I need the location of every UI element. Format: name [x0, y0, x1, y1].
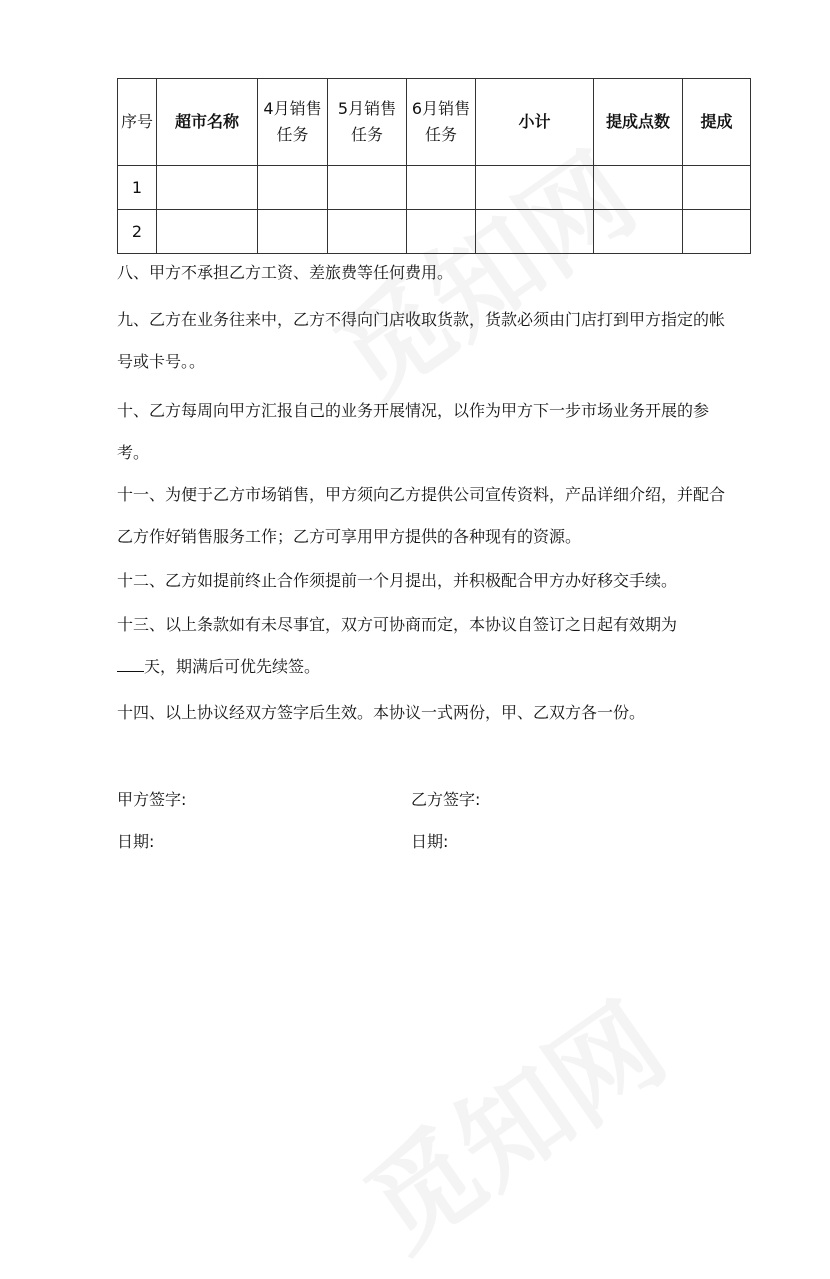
clause-13 — [117, 604, 737, 688]
header-cell: 提成 — [683, 79, 751, 166]
clause-13-text-end: 天，期满后可优先续签。 — [144, 657, 321, 676]
validity-days-blank — [117, 655, 144, 672]
table-cell — [594, 210, 683, 254]
table-cell — [683, 166, 751, 210]
party-a-date-label: 日期: — [117, 832, 155, 851]
table-row — [118, 166, 751, 210]
table-row — [118, 210, 751, 254]
table-cell: 2 — [118, 210, 157, 254]
party-b-signature-label: 乙方签字: — [411, 790, 481, 809]
party-a-signature-label: 甲方签字: — [117, 790, 187, 809]
table-cell — [476, 210, 594, 254]
table-header-row — [118, 79, 751, 166]
table-cell — [407, 166, 476, 210]
header-cell: 提成点数 — [594, 79, 683, 166]
table-cell — [328, 210, 407, 254]
clause-14: 十四、以上协议经双方签字后生效。本协议一式两份，甲、乙双方各一份。 — [117, 703, 646, 722]
table-cell: 1 — [118, 166, 157, 210]
table-cell — [258, 166, 328, 210]
table-cell — [157, 210, 258, 254]
header-cell: 5月销售任务 — [328, 79, 407, 166]
clause-10: 十、乙方每周向甲方汇报自己的业务开展情况，以作为甲方下一步市场业务开展的参考。 — [117, 401, 710, 462]
party-b-date-label: 日期: — [411, 832, 449, 851]
header-cell: 超市名称 — [157, 79, 258, 166]
sales-task-table — [117, 78, 751, 254]
table-cell — [683, 210, 751, 254]
clause-9: 九、乙方在业务往来中，乙方不得向门店收取货款，货款必须由门店打到甲方指定的帐号或卡号。。 — [117, 310, 726, 371]
header-cell: 序号 — [118, 79, 157, 166]
header-cell: 4月销售任务 — [258, 79, 328, 166]
clause-13-text: 十三、以上条款如有未尽事宜，双方可协商而定，本协议自签订之日起有效期为 — [117, 615, 678, 634]
watermark-bottom — [330, 961, 691, 1279]
table-cell — [594, 166, 683, 210]
clause-8: 八、甲方不承担乙方工资、差旅费等任何费用。 — [117, 263, 454, 282]
table-cell — [328, 166, 407, 210]
table-cell — [407, 210, 476, 254]
table-cell — [476, 166, 594, 210]
clause-12: 十二、乙方如提前终止合作须提前一个月提出，并积极配合甲方办好移交手续。 — [117, 571, 678, 590]
table-cell — [258, 210, 328, 254]
header-cell: 小计 — [476, 79, 594, 166]
header-cell: 6月销售任务 — [407, 79, 476, 166]
clause-11: 十一、为便于乙方市场销售，甲方须向乙方提供公司宣传资料，产品详细介绍，并配合乙方作好销售服务工作；乙方可享用甲方提供的各种现有的资源。 — [117, 485, 726, 546]
table-cell — [157, 166, 258, 210]
